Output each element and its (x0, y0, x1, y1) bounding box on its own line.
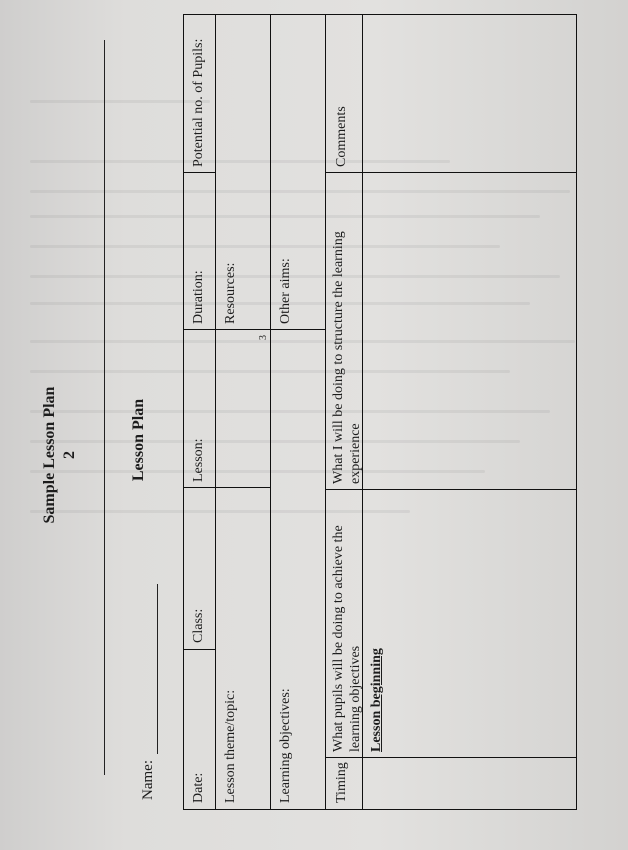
resources-field[interactable]: Resources: (223, 262, 238, 324)
timing-header: Timing (334, 762, 349, 803)
theme-topic-field[interactable]: Lesson theme/topic: (223, 689, 238, 803)
class-field[interactable]: Class: (191, 608, 206, 643)
teacher-activity-header: What I will be doing to structure the learning experience (331, 231, 363, 484)
name-label: Name: (140, 760, 156, 800)
rule-line (104, 40, 105, 775)
lesson-beginning-label: Lesson beginning (369, 648, 384, 752)
date-field[interactable]: Date: (191, 772, 206, 803)
duration-field[interactable]: Duration: (191, 270, 206, 324)
col-divider-lesson-duration (183, 329, 326, 330)
col-divider-class-lesson (183, 487, 271, 488)
col-divider-pupils (325, 489, 577, 490)
name-field-line[interactable] (157, 584, 158, 754)
lesson-plan-heading: Lesson Plan (130, 398, 147, 482)
lesson-field[interactable]: Lesson: (191, 438, 206, 482)
title-line-1: Sample Lesson Plan (41, 386, 58, 524)
col-divider-timing (325, 757, 577, 758)
page-marker: 3 (258, 335, 269, 340)
row-divider-2 (270, 14, 271, 810)
col-divider-duration-pupils (183, 172, 216, 173)
title-line-2: 2 (61, 451, 78, 459)
col-divider-teacher (325, 172, 577, 173)
row-divider-1 (215, 14, 216, 810)
col-divider-date-class (183, 649, 216, 650)
row-divider-3 (325, 14, 326, 810)
other-aims-field[interactable]: Other aims: (278, 258, 293, 324)
potential-pupils-field[interactable]: Potential no. of Pupils: (191, 38, 206, 167)
learning-objectives-field[interactable]: Learning objectives: (278, 688, 293, 803)
pupils-activity-header: What pupils will be doing to achieve the learning objectives (331, 525, 363, 752)
comments-header: Comments (334, 106, 349, 167)
document-title (40, 360, 80, 550)
